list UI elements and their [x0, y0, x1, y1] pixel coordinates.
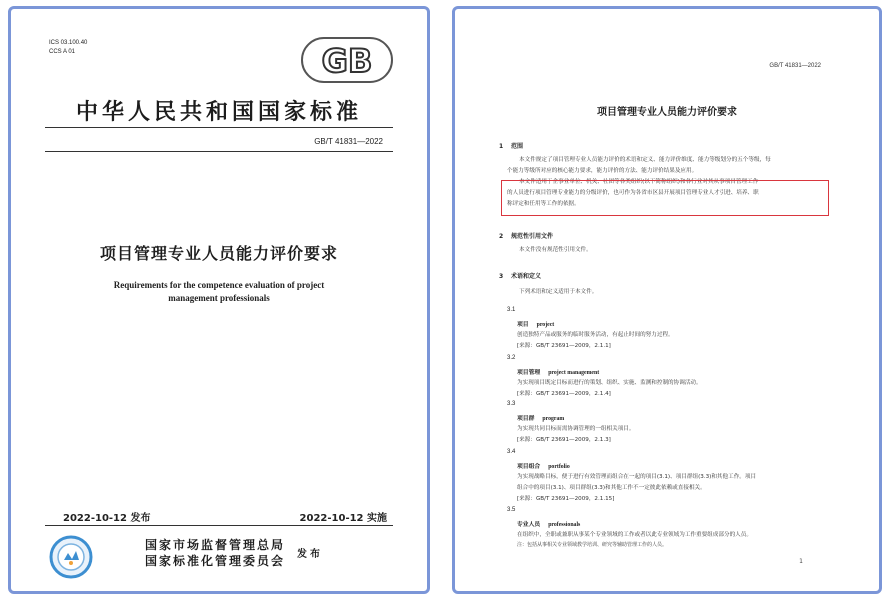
issuer-samr: 国家市场监督管理总局 — [145, 538, 286, 552]
term-source: [来源：GB/T 23691—2009，2.1.3] — [517, 437, 611, 443]
term-cn: 项目管理 — [517, 370, 541, 376]
term-definition: 为实现战略目标，便于进行有效管理而组合在一起的项目(3.1)、项目群组(3.3)和其他工作。项目 — [517, 474, 757, 480]
section-3-intro — [507, 287, 835, 298]
term-heading — [517, 413, 564, 422]
text-line: 称评定和任用等工作的依据。 — [507, 201, 580, 207]
text-line: 下列术语和定义适用于本文件。 — [519, 289, 598, 295]
term-heading — [517, 519, 580, 528]
ics-code: ICS 03.100.40 — [49, 40, 88, 46]
implement-date: 2022-10-12 实施 — [299, 513, 387, 524]
section-title: 范围 — [511, 143, 524, 150]
term-en: project — [536, 322, 555, 328]
term-heading — [517, 461, 570, 470]
page-number: 1 — [799, 558, 803, 565]
term-heading — [517, 319, 554, 328]
clause-number: 3.2 — [507, 355, 516, 361]
gb-logo — [301, 37, 393, 83]
cover-title-cn: 项目管理专业人员能力评价要求 — [99, 244, 338, 263]
header-rule — [45, 127, 393, 128]
footer-rule — [45, 525, 393, 526]
term-en: program — [542, 416, 565, 422]
term-definition: 创造独特产品或服务的临时服务活动，有起止时间的努力过程。 — [517, 332, 674, 338]
term-source: [来源：GB/T 23691—2009，2.1.15] — [517, 496, 615, 502]
term-cn: 项目组合 — [517, 464, 541, 470]
term-en: project management — [548, 370, 600, 376]
clause-number: 3.1 — [507, 307, 516, 313]
term-cn: 专业人员 — [517, 522, 541, 528]
issuer-seal-emblem — [49, 535, 93, 579]
section-number: 2 — [499, 233, 504, 240]
clause-number: 3.4 — [507, 449, 516, 455]
release-date: 2022-10-12 发布 — [63, 513, 151, 524]
issue-label: 发布 — [297, 549, 323, 560]
text-line: 本文件适用于企事业单位、机关、社团等各类组织(以下简称组织)和各行业对其从事项目管理工作 — [519, 179, 759, 185]
issuing-authorities — [145, 537, 285, 569]
term-note: 注：包括从事相关专业领域教学培训、研究等辅助管理工作的人员。 — [517, 542, 668, 548]
term-source: [来源：GB/T 23691—2009，2.1.4] — [517, 391, 611, 397]
text-line: 本文件规定了项目管理专业人员能力评价的术语和定义、能力评价维度、能力等级划分的五个等级，每 — [519, 157, 771, 163]
section-number: 3 — [499, 273, 504, 280]
standard-number: GB/T 41831—2022 — [314, 137, 383, 146]
section-number: 1 — [499, 143, 504, 150]
term-en: portfolio — [548, 464, 570, 470]
clause-number: 3.3 — [507, 401, 516, 407]
term-source: [来源：GB/T 23691—2009，2.1.1] — [517, 343, 611, 349]
section-3-heading — [499, 271, 541, 280]
term-definition: 在组织中，全职或兼职从事某个专业领域的工作或者以此专业领域为工作重要组成部分的人员。 — [517, 532, 752, 538]
document-title: 项目管理专业人员能力评价要求 — [597, 107, 737, 118]
national-standard-title: 中华人民共和国国家标准 — [75, 99, 362, 125]
text-line: 本文件没有规范性引用文件。 — [519, 247, 592, 253]
term-definition: 组合中的项目(3.1)、项目群组(3.3)和其他工作不一定彼此依赖或直接相关。 — [517, 485, 706, 491]
standard-cover-page — [8, 6, 430, 594]
cover-title-en-line-1: Requirements for the competence evaluation of project — [113, 280, 325, 290]
section-1-heading — [499, 141, 523, 150]
classification-codes — [49, 39, 87, 57]
term-cn: 项目群 — [517, 416, 535, 422]
term-definition: 为实现共同目标而需协调管理的一组相关项目。 — [517, 426, 635, 432]
section-title: 规范性引用文件 — [511, 233, 554, 240]
page-header-number: GB/T 41831—2022 — [769, 63, 821, 69]
cover-title-en — [51, 279, 387, 305]
standard-content-page — [452, 6, 882, 594]
text-line: 个能力等级所对应的核心能力要求，能力评价的方法、能力评价结果及应用。 — [507, 168, 698, 174]
cover-title-en-line-2: management professionals — [168, 293, 270, 303]
term-heading — [517, 367, 599, 376]
term-cn: 项目 — [517, 322, 529, 328]
term-definition: 为实现项目既定目标而进行的策划、组织、实施、监测和控制的协调活动。 — [517, 380, 702, 386]
issuer-sac: 国家标准化管理委员会 — [145, 554, 286, 568]
header-rule-lower — [45, 151, 393, 152]
highlight-box — [501, 180, 829, 216]
section-2-heading — [499, 231, 553, 240]
text-line: 的人员进行项目管理专业能力的分级评价，也可作为各省市区县开展项目管理专业人才引进、培养、职 — [507, 190, 759, 196]
ccs-code: CCS A 01 — [49, 49, 76, 55]
section-title: 术语和定义 — [511, 273, 542, 280]
gb-logo-text: GB — [321, 42, 373, 80]
clause-number: 3.5 — [507, 507, 516, 513]
term-en: professionals — [548, 522, 581, 528]
section-2-body — [507, 245, 835, 256]
